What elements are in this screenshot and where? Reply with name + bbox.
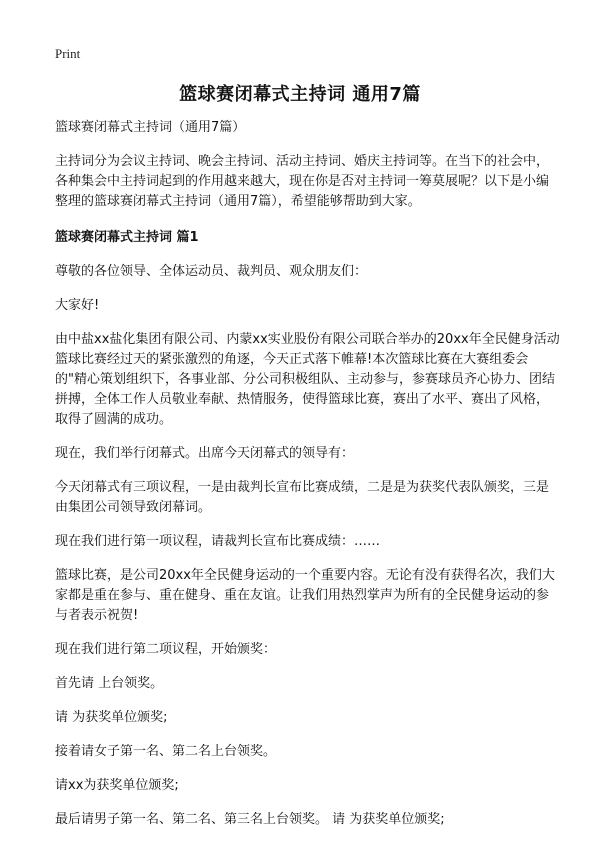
agenda-paragraph: 今天闭幕式有三项议程，一是由裁判长宣布比赛成绩，二是是为获奖代表队颁奖，三是由集团公司领导致闭幕词。 xyxy=(55,480,550,515)
document-subtitle: 篮球赛闭幕式主持词（通用7篇） xyxy=(55,120,246,135)
event-summary-paragraph: 由中盐xx盐化集团有限公司、内蒙xx实业股份有限公司联合举办的20xx年全民健身活动篮球比赛经过天的紧张激烈的角逐，今天正式落下帷幕!本次篮球比赛在大赛组委会的"精心策划组织下，各事业部、分公司积极组队、主动参与，参赛球员齐心协力、团结拼搏，全体工作人员敬业奉献、热情服务，使得篮球比赛，赛出了水平、赛出了风格，取得了圆满的成功。 xyxy=(55,332,560,427)
agenda-item-2-paragraph: 现在我们进行第二项议程，开始颁奖： xyxy=(55,642,277,657)
hello-paragraph: 大家好! xyxy=(55,298,100,313)
award-step-5: 最后请男子第一名、第二名、第三名上台领奖。 请 为获奖单位颁奖; xyxy=(55,812,445,827)
document-body xyxy=(55,118,560,844)
ceremony-start-paragraph: 现在，我们举行闭幕式。出席今天闭幕式的领导有： xyxy=(55,446,355,461)
document-title: 篮球赛闭幕式主持词 通用7篇 xyxy=(179,84,421,105)
award-step-3: 接着请女子第一名、第二名上台领奖。 xyxy=(55,744,277,759)
print-label: Print xyxy=(55,46,81,61)
award-step-1: 首先请 上台领奖。 xyxy=(55,676,164,691)
basketball-significance-paragraph: 篮球比赛，是公司20xx年全民健身运动的一个重要内容。无论有没有获得名次，我们大家都是重在参与、重在健身、重在友谊。让我们用热烈掌声为所有的全民健身运动的参与者表示祝贺! xyxy=(55,568,555,623)
award-step-4: 请xx为获奖单位颁奖; xyxy=(55,778,179,793)
section-heading: 篮球赛闭幕式主持词 篇1 xyxy=(55,230,199,245)
intro-paragraph: 主持词分为会议主持词、晚会主持词、活动主持词、婚庆主持词等。在当下的社会中，各种集会中主持词起到的作用越来越大，现在你是否对主持词一筹莫展呢？以下是小编整理的篮球赛闭幕式主持词（通用7篇），希望能够帮助到大家。 xyxy=(55,154,550,209)
agenda-item-1-paragraph: 现在我们进行第一项议程，请裁判长宣布比赛成绩：…… xyxy=(55,534,381,549)
greeting-paragraph: 尊敬的各位领导、全体运动员、裁判员、观众朋友们： xyxy=(55,264,368,279)
award-step-2: 请 为获奖单位颁奖; xyxy=(55,710,168,725)
